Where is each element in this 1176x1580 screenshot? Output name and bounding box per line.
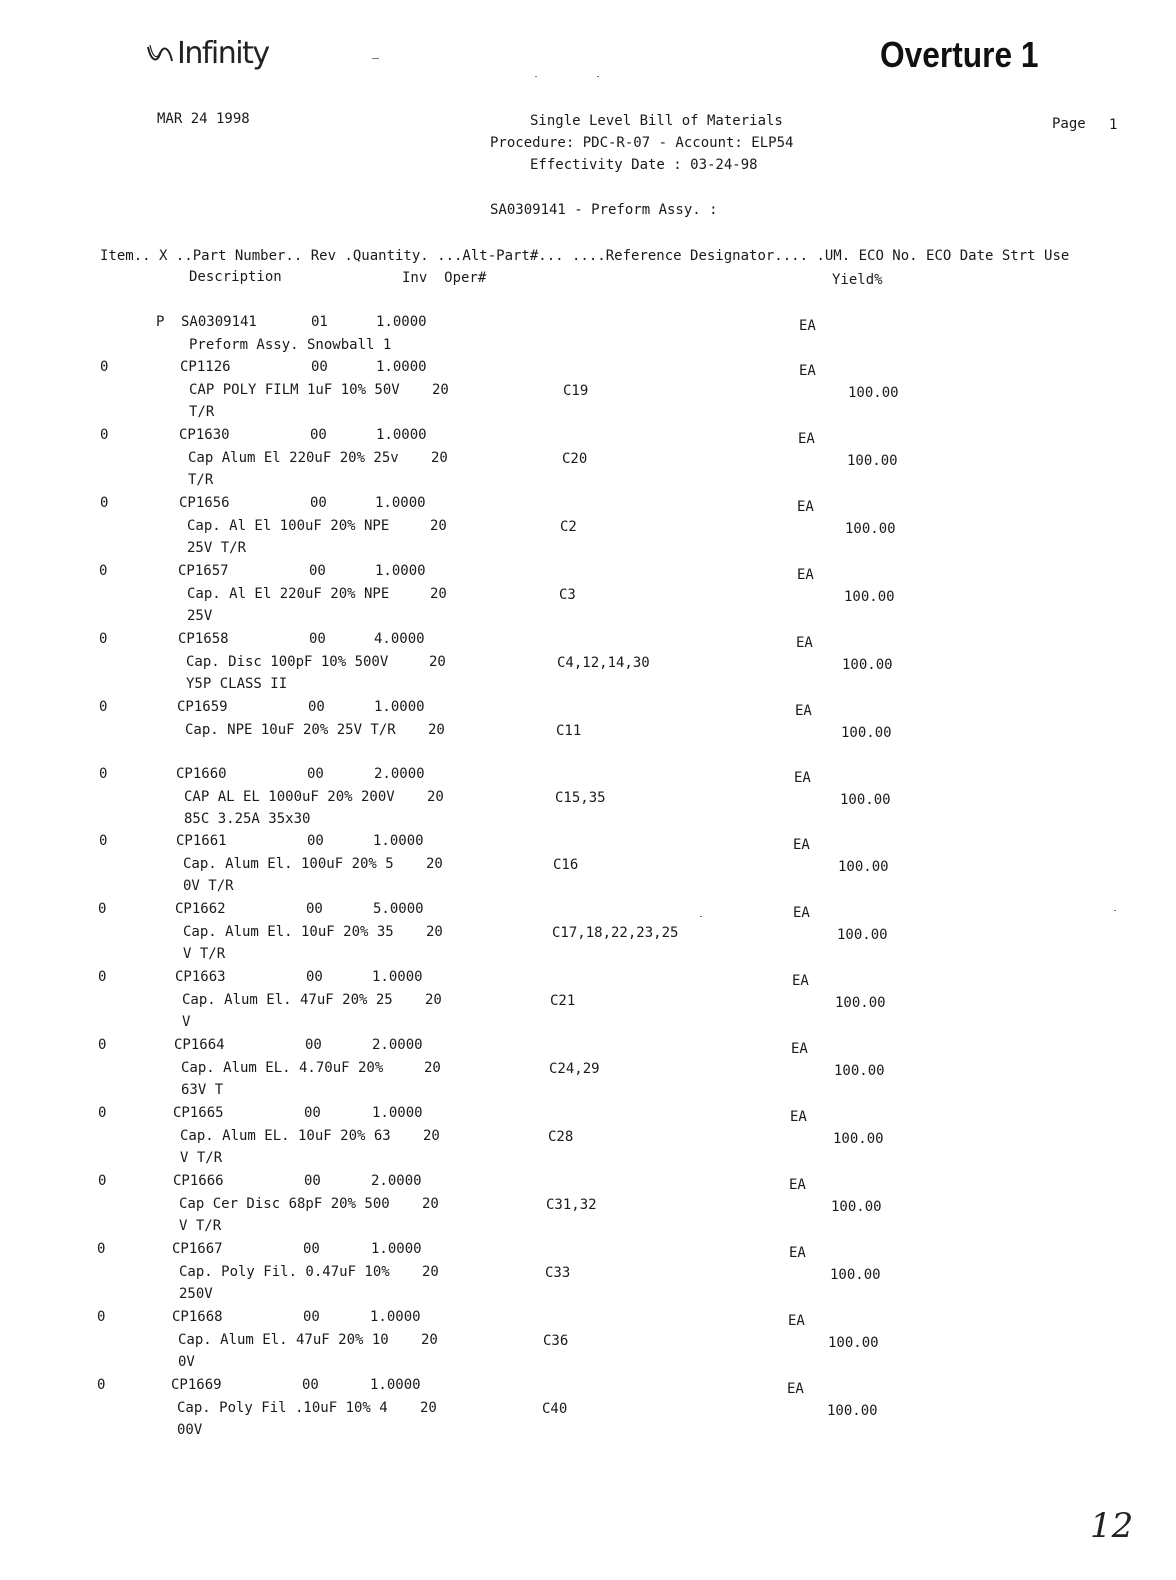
report-title: Single Level Bill of Materials (530, 113, 783, 129)
page-label: Page (1052, 116, 1086, 132)
revision: 00 (304, 1105, 321, 1121)
description-line-2: V T/R (183, 946, 226, 962)
yield-percent: 100.00 (833, 1131, 884, 1147)
revision: 00 (306, 901, 323, 917)
quantity: 5.0000 (373, 901, 424, 917)
part-number: CP1666 (173, 1173, 224, 1189)
description-line-1: Cap. Poly Fil .10uF 10% 4 (177, 1400, 388, 1416)
description-line-1: Cap. Alum El. 100uF 20% 5 (183, 856, 394, 872)
part-number: CP1630 (179, 427, 230, 443)
description-line-2: 0V T/R (183, 878, 234, 894)
description-line-2: V T/R (179, 1218, 222, 1234)
description-line-1: Cap. Poly Fil. 0.47uF 10% (179, 1264, 390, 1280)
unit-of-measure: EA (789, 1245, 806, 1261)
reference-designator: C24,29 (549, 1061, 600, 1077)
inventory-location: 20 (431, 450, 448, 466)
yield-percent: 100.00 (828, 1335, 879, 1351)
quantity: 1.0000 (370, 1309, 421, 1325)
unit-of-measure: EA (796, 635, 813, 651)
description-line-2: 25V (187, 608, 213, 624)
revision: 00 (303, 1241, 320, 1257)
description-line-2: T/R (189, 404, 215, 420)
yield-percent: 100.00 (845, 521, 896, 537)
reference-designator: C19 (563, 383, 589, 399)
description-line-2: 85C 3.25A 35x30 (184, 811, 311, 827)
report-effectivity-date: Effectivity Date : 03-24-98 (530, 157, 758, 173)
reference-designator: C28 (548, 1129, 574, 1145)
infinity-logo-icon (145, 41, 175, 67)
inventory-location: 20 (422, 1196, 439, 1212)
description-line-1: Cap. Al El 100uF 20% NPE (187, 518, 390, 534)
revision: 00 (309, 631, 326, 647)
item-number: 0 (98, 969, 107, 985)
item-number: 0 (100, 359, 109, 375)
reference-designator: C3 (559, 587, 576, 603)
reference-designator: C17,18,22,23,25 (552, 925, 679, 941)
yield-percent: 100.00 (847, 453, 898, 469)
revision: 00 (311, 359, 328, 375)
description-line-1: Cap Cer Disc 68pF 20% 500 (179, 1196, 390, 1212)
inventory-location: 20 (426, 856, 443, 872)
page-number: 1 (1109, 117, 1118, 133)
inventory-location: 20 (420, 1400, 437, 1416)
yield-percent: 100.00 (827, 1403, 878, 1419)
column-header-description: Description (189, 269, 282, 285)
product-title: Overture 1 (880, 34, 1039, 75)
yield-percent: 100.00 (837, 927, 888, 943)
revision: 00 (306, 969, 323, 985)
item-number: 0 (99, 833, 108, 849)
part-number: CP1663 (175, 969, 226, 985)
parent-description: Preform Assy. Snowball 1 (189, 337, 392, 353)
reference-designator: C11 (556, 723, 582, 739)
inventory-location: 20 (421, 1332, 438, 1348)
description-line-1: CAP AL EL 1000uF 20% 200V (184, 789, 395, 805)
report-procedure: Procedure: PDC-R-07 - Account: ELP54 (490, 135, 794, 151)
item-number: 0 (100, 495, 109, 511)
reference-designator: C40 (542, 1401, 568, 1417)
reference-designator: C21 (550, 993, 576, 1009)
unit-of-measure: EA (799, 363, 816, 379)
reference-designator: C2 (560, 519, 577, 535)
description-line-1: Cap. NPE 10uF 20% 25V T/R (185, 722, 396, 738)
description-line-1: Cap. Alum EL. 10uF 20% 63 (180, 1128, 391, 1144)
part-number: CP1667 (172, 1241, 223, 1257)
unit-of-measure: EA (793, 905, 810, 921)
description-line-2: V (182, 1014, 191, 1030)
yield-percent: 100.00 (842, 657, 893, 673)
part-number: CP1664 (174, 1037, 225, 1053)
inventory-location: 20 (423, 1128, 440, 1144)
revision: 00 (307, 833, 324, 849)
parent-rev: 01 (311, 314, 328, 330)
quantity: 1.0000 (372, 1105, 423, 1121)
logo-text: Infinity (177, 36, 269, 71)
handwritten-page-number: 12 (1090, 1506, 1134, 1546)
inventory-location: 20 (425, 992, 442, 1008)
parent-unit: EA (799, 318, 816, 334)
item-number: 0 (98, 1037, 107, 1053)
infinity-logo (145, 36, 269, 71)
quantity: 1.0000 (371, 1241, 422, 1257)
yield-percent: 100.00 (830, 1267, 881, 1283)
inventory-location: 20 (430, 518, 447, 534)
report-date: MAR 24 1998 (157, 111, 250, 127)
part-number: CP1668 (172, 1309, 223, 1325)
description-line-2: 25V T/R (187, 540, 247, 556)
unit-of-measure: EA (797, 499, 814, 515)
description-line-2: 250V (179, 1286, 213, 1302)
unit-of-measure: EA (790, 1109, 807, 1125)
unit-of-measure: EA (791, 1041, 808, 1057)
quantity: 1.0000 (373, 833, 424, 849)
yield-percent: 100.00 (840, 792, 891, 808)
inventory-location: 20 (430, 586, 447, 602)
yield-percent: 100.00 (848, 385, 899, 401)
yield-percent: 100.00 (844, 589, 895, 605)
description-line-1: Cap. Disc 100pF 10% 500V (186, 654, 389, 670)
description-line-1: Cap. Al El 220uF 20% NPE (187, 586, 390, 602)
part-number: CP1657 (178, 563, 229, 579)
yield-percent: 100.00 (841, 725, 892, 741)
description-line-1: Cap. Alum El. 47uF 20% 25 (182, 992, 393, 1008)
description-line-2: 63V T (181, 1082, 224, 1098)
column-header-yield: Yield% (832, 272, 883, 288)
item-number: 0 (98, 1105, 107, 1121)
part-number: CP1126 (180, 359, 231, 375)
reference-designator: C4,12,14,30 (557, 655, 650, 671)
description-line-2: 0V (178, 1354, 195, 1370)
quantity: 2.0000 (371, 1173, 422, 1189)
inventory-location: 20 (427, 789, 444, 805)
quantity: 1.0000 (376, 359, 427, 375)
reference-designator: C16 (553, 857, 579, 873)
description-line-2: 00V (177, 1422, 203, 1438)
description-line-1: Cap Alum El 220uF 20% 25v (188, 450, 399, 466)
part-number: CP1660 (176, 766, 227, 782)
part-number: CP1669 (171, 1377, 222, 1393)
part-number: CP1662 (175, 901, 226, 917)
part-number: CP1665 (173, 1105, 224, 1121)
reference-designator: C36 (543, 1333, 569, 1349)
part-number: CP1658 (178, 631, 229, 647)
quantity: 1.0000 (370, 1377, 421, 1393)
inventory-location: 20 (429, 654, 446, 670)
part-number: CP1661 (176, 833, 227, 849)
revision: 00 (307, 766, 324, 782)
inventory-location: 20 (426, 924, 443, 940)
part-number: CP1659 (177, 699, 228, 715)
column-header-inv-oper: Inv Oper# (402, 270, 487, 286)
reference-designator: C15,35 (555, 790, 606, 806)
reference-designator: C20 (562, 451, 588, 467)
quantity: 1.0000 (375, 495, 426, 511)
quantity: 2.0000 (372, 1037, 423, 1053)
inventory-location: 20 (424, 1060, 441, 1076)
item-number: 0 (97, 1377, 106, 1393)
inventory-location: 20 (422, 1264, 439, 1280)
revision: 00 (310, 427, 327, 443)
item-number: 0 (99, 699, 108, 715)
unit-of-measure: EA (789, 1177, 806, 1193)
unit-of-measure: EA (792, 973, 809, 989)
yield-percent: 100.00 (834, 1063, 885, 1079)
item-number: 0 (98, 1173, 107, 1189)
quantity: 1.0000 (372, 969, 423, 985)
unit-of-measure: EA (793, 837, 810, 853)
quantity: 1.0000 (375, 563, 426, 579)
unit-of-measure: EA (797, 567, 814, 583)
reference-designator: C33 (545, 1265, 571, 1281)
inventory-location: 20 (428, 722, 445, 738)
parent-quantity: 1.0000 (376, 314, 427, 330)
quantity: 4.0000 (374, 631, 425, 647)
yield-percent: 100.00 (838, 859, 889, 875)
unit-of-measure: EA (795, 703, 812, 719)
unit-of-measure: EA (787, 1381, 804, 1397)
revision: 00 (304, 1173, 321, 1189)
revision: 00 (305, 1037, 322, 1053)
item-number: 0 (97, 1241, 106, 1257)
item-number: 0 (97, 1309, 106, 1325)
unit-of-measure: EA (788, 1313, 805, 1329)
revision: 00 (303, 1309, 320, 1325)
inventory-location: 20 (432, 382, 449, 398)
quantity: 1.0000 (374, 699, 425, 715)
item-number: 0 (99, 563, 108, 579)
part-number: CP1656 (179, 495, 230, 511)
assembly-heading: SA0309141 - Preform Assy. : (490, 202, 718, 218)
yield-percent: 100.00 (835, 995, 886, 1011)
item-number: 0 (99, 631, 108, 647)
description-line-2: Y5P CLASS II (186, 676, 288, 692)
yield-percent: 100.00 (831, 1199, 882, 1215)
unit-of-measure: EA (798, 431, 815, 447)
description-line-1: CAP POLY FILM 1uF 10% 50V (189, 382, 400, 398)
description-line-1: Cap. Alum El. 47uF 20% 10 (178, 1332, 389, 1348)
description-line-1: Cap. Alum El. 10uF 20% 35 (183, 924, 394, 940)
unit-of-measure: EA (794, 770, 811, 786)
quantity: 1.0000 (376, 427, 427, 443)
description-line-2: T/R (188, 472, 214, 488)
description-line-1: Cap. Alum EL. 4.70uF 20% (181, 1060, 384, 1076)
parent-flag: P (156, 314, 165, 330)
description-line-2: V T/R (180, 1150, 223, 1166)
revision: 00 (309, 563, 326, 579)
item-number: 0 (100, 427, 109, 443)
column-header-line: Item.. X ..Part Number.. Rev .Quantity. ...Alt-Part#... ....Reference Designator.... .UM. ECO No. ECO Date Strt Use (100, 248, 1070, 264)
revision: 00 (302, 1377, 319, 1393)
revision: 00 (308, 699, 325, 715)
revision: 00 (310, 495, 327, 511)
parent-part-number: SA0309141 (181, 314, 257, 330)
item-number: 0 (99, 766, 108, 782)
reference-designator: C31,32 (546, 1197, 597, 1213)
item-number: 0 (98, 901, 107, 917)
quantity: 2.0000 (374, 766, 425, 782)
